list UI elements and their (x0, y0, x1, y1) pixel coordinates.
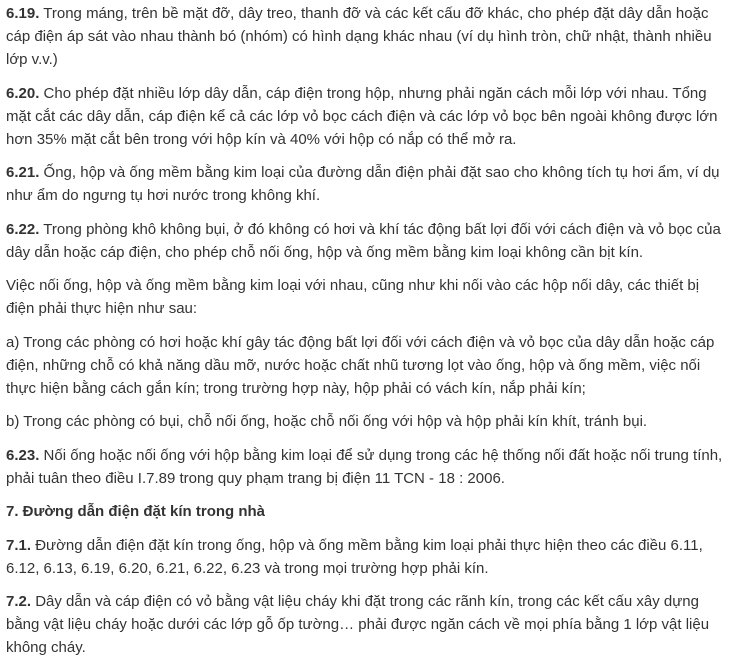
clause-number: 7.2. (6, 593, 32, 610)
clause-6-20 (6, 82, 726, 151)
clause-number: 6.22. (6, 220, 40, 238)
clause-6-23 (6, 444, 726, 490)
section-heading-text: 7. Đường dẫn điện đặt kín trong nhà (6, 503, 266, 520)
clause-text: Nối ống hoặc nối ống với hộp bằng kim loại để sử dụng trong các hệ thống nối đất hoặc nối trung tính, phải tuân theo điều I.7.89 trong quy phạm trang bị điện 11 TCN - 18 : 2006. (6, 446, 723, 487)
paragraph-text: Việc nối ống, hộp và ống mềm bằng kim loại với nhau, cũng như khi nối vào các hộp nối dây, các thiết bị điện phải thực hiện như sau: (6, 277, 700, 317)
paragraph-text: a) Trong các phòng có hơi hoặc khí gây tác động bất lợi đối với cách điện và vỏ bọc của dây dẫn hoặc cáp điện, những chỗ có khả năng dầu mỡ, nước hoặc chất nhũ tương lọt vào ống, hộp và ống mềm, việc nối thực hiện bằng cách gắn kín; trong trường hợp này, hộp phải có vách kín, nắp phải kín; (6, 333, 715, 397)
clause-6-22 (6, 218, 726, 264)
clause-number: 6.20. (6, 84, 40, 102)
clause-6-19 (6, 2, 726, 71)
clause-7-1 (6, 534, 726, 580)
item-a (6, 331, 726, 400)
clause-6-21 (6, 161, 726, 207)
clause-text: Trong máng, trên bề mặt đỡ, dây treo, thanh đỡ và các kết cấu đỡ khác, cho phép đặt dây dẫn hoặc cáp điện áp sát vào nhau thành bó (nhóm) có hình dạng khác nhau (ví dụ hình tròn, chữ nhật, thành nhiều lớp v.v.) (6, 5, 712, 68)
section-7-heading (6, 500, 726, 523)
clause-text: Cho phép đặt nhiều lớp dây dẫn, cáp điện trong hộp, nhưng phải ngăn cách mỗi lớp với nhau. Tổng mặt cắt các dây dẫn, cáp điện kể cả các lớp vỏ bọc cách điện và các lớp vỏ bọc bên ngoài không được lớn hơn 35% mặt cắt bên trong với hộp kín và 40% với hộp có nắp có thể mở ra. (6, 84, 718, 148)
clause-text: Dây dẫn và cáp điện có vỏ bằng vật liệu cháy khi đặt trong các rãnh kín, trong các kết cấu xây dựng bằng vật liệu cháy hoặc dưới các lớp gỗ ốp tường… phải được ngăn cách về mọi phía bằng 1 lớp vật liệu không cháy. (6, 593, 710, 656)
clause-text: Ống, hộp và ống mềm bằng kim loại của đường dẫn điện phải đặt sao cho không tích tụ hơi ẩm, ví dụ như ẩm do ngưng tụ hơi nước trong không khí. (6, 164, 720, 204)
clause-text: Đường dẫn điện đặt kín trong ống, hộp và ống mềm bằng kim loại phải thực hiện theo các điều 6.11, 6.12, 6.13, 6.19, 6.20, 6.21, 6.22, 6.23 và trong mọi trường hợp phải kín. (6, 536, 703, 577)
paragraph-text: b) Trong các phòng có bụi, chỗ nối ống, hoặc chỗ nối ống với hộp và hộp phải kín khít, tránh bụi. (6, 413, 648, 430)
clause-7-2 (6, 590, 726, 659)
connection-intro (6, 274, 726, 320)
clause-number: 6.19. (6, 5, 40, 22)
clause-text: Trong phòng khô không bụi, ở đó không có hơi và khí tác động bất lợi đối với cách điện và vỏ bọc của dây dẫn hoặc cáp điện, cho phép chỗ nối ống, hộp và ống mềm bằng kim loại không cần bịt kín. (6, 220, 721, 261)
clause-number: 6.21. (6, 164, 40, 181)
clause-number: 7.1. (6, 536, 32, 554)
item-b (6, 410, 726, 433)
clause-number: 6.23. (6, 446, 40, 464)
